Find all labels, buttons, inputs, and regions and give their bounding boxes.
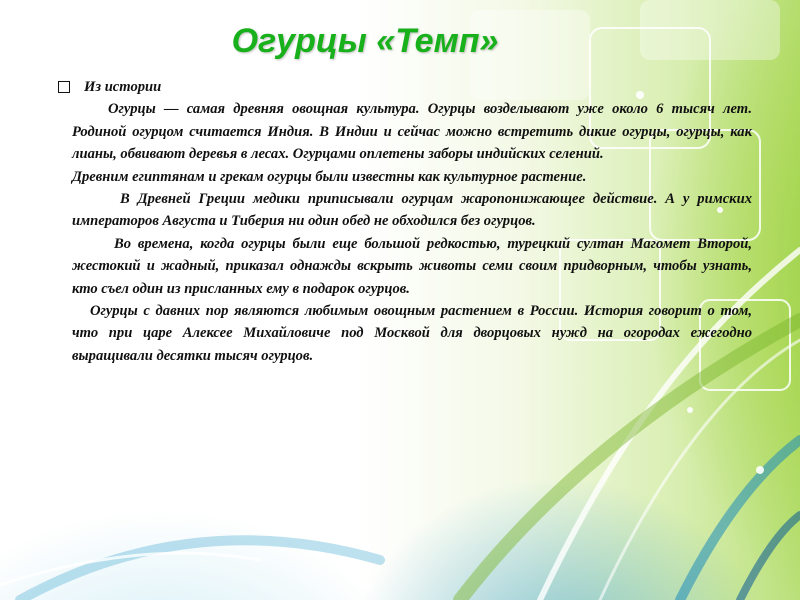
paragraph-egypt-greece: Древним египтянам и грекам огурцы были известны как культурное растение. xyxy=(72,168,587,185)
paragraph-sultan: Во времена, когда огурцы были еще большой редкостью, турецкий султан Магомет Второй, жестокий и жадный, приказал однажды вскрыть животы семи своим придворным, чтобы узнать, кто съел один из присланных ему в подарок огурцов. xyxy=(72,235,752,297)
paragraph-origins: Огурцы — самая древняя овощная культура. Огурцы возделывают уже около 6 тысяч лет. Родиной огурцом считается Индия. В Индии и сейчас можно встретить дикие огурцы, огурцы, как лианы, обвивают деревья в лесах. Огурцами оплетены заборы индийских селений. xyxy=(72,101,752,163)
square-bullet-icon xyxy=(58,81,70,93)
history-heading xyxy=(58,76,752,98)
slide-title: Огурцы «Темп» xyxy=(231,22,499,60)
paragraph-russia: Огурцы с давних пор являются любимым овощным растением в России. История говорит о том, что при царе Алексее Михайловиче под Москвой для дворцовых нужд на огородах ежегодно выращивали десятки тысяч огурцов. xyxy=(72,303,752,364)
text-body xyxy=(72,76,752,367)
paragraph-greek-medicine: В Древней Греции медики приписывали огурцам жаропонижающее действие. А у римских императоров Августа и Тиберия ни один обед не обходился без огурцов. xyxy=(72,191,752,230)
heading-label: Из истории xyxy=(84,79,162,95)
